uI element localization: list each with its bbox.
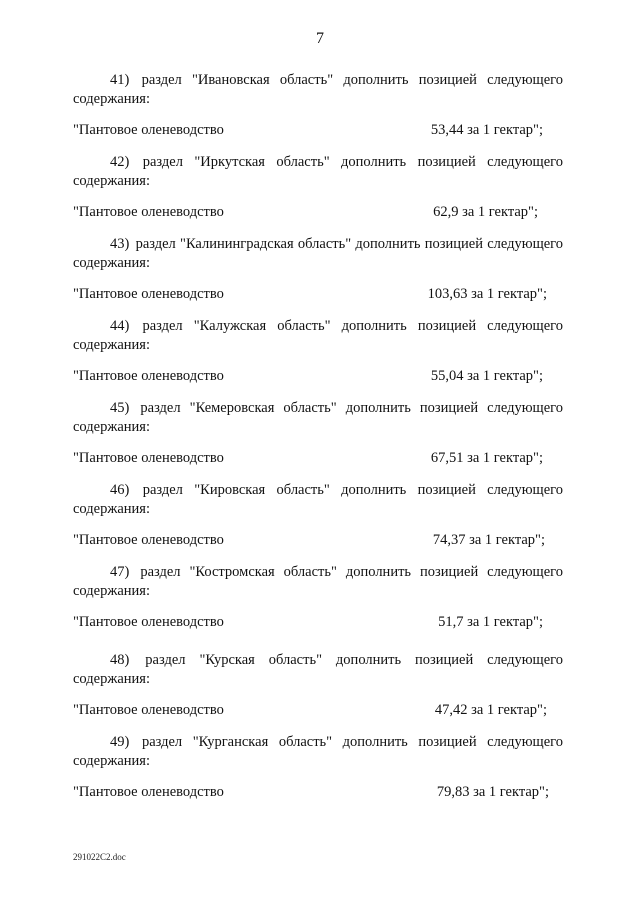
item-number: 44) (110, 318, 130, 334)
entry-rate: 103,63 за 1 гектар"; (427, 286, 547, 302)
item-paragraph (73, 563, 563, 601)
entry-name: "Пантовое оленеводство (73, 614, 224, 630)
list-item (73, 651, 563, 718)
item-text: раздел "Кировская область" дополнить позицией следующего содержания: (73, 482, 563, 517)
item-number: 45) (110, 400, 130, 416)
item-paragraph (73, 733, 563, 771)
item-number: 49) (110, 734, 130, 750)
list-item (73, 481, 563, 548)
item-paragraph (73, 71, 563, 109)
item-number: 43) (110, 236, 130, 252)
list-item (73, 563, 563, 630)
item-paragraph (73, 481, 563, 519)
entry-name: "Пантовое оленеводство (73, 702, 224, 718)
entry-name: "Пантовое оленеводство (73, 368, 224, 384)
entry-rate: 79,83 за 1 гектар"; (436, 784, 549, 800)
item-number: 46) (110, 482, 130, 498)
item-text: раздел "Калужская область" дополнить позицией следующего содержания: (73, 318, 563, 353)
list-item (73, 153, 563, 220)
item-paragraph (73, 399, 563, 437)
entry-name: "Пантовое оленеводство (73, 450, 224, 466)
item-paragraph (73, 153, 563, 191)
list-item (73, 235, 564, 302)
item-number: 48) (110, 652, 130, 668)
entry-rate: 55,04 за 1 гектар"; (430, 368, 543, 384)
item-number: 47) (110, 564, 130, 580)
entry-rate: 67,51 за 1 гектар"; (430, 450, 543, 466)
item-paragraph (73, 317, 563, 355)
page-number: 7 (316, 30, 324, 47)
entry-rate: 74,37 за 1 гектар"; (432, 532, 545, 548)
entry-rate: 47,42 за 1 гектар"; (434, 702, 547, 718)
list-item (73, 317, 563, 384)
entry-name: "Пантовое оленеводство (73, 286, 224, 302)
entry-name: "Пантовое оленеводство (73, 204, 224, 220)
item-text: раздел "Курская область" дополнить позицией следующего содержания: (73, 652, 563, 687)
entry-name: "Пантовое оленеводство (73, 122, 224, 138)
entry-rate: 51,7 за 1 гектар"; (438, 614, 543, 630)
item-text: раздел "Кемеровская область" дополнить позицией следующего содержания: (73, 400, 563, 435)
entry-rate: 53,44 за 1 гектар"; (430, 122, 543, 138)
item-text: раздел "Курганская область" дополнить позицией следующего содержания: (73, 734, 563, 769)
entry-name: "Пантовое оленеводство (73, 784, 224, 800)
item-text: раздел "Костромская область" дополнить позицией следующего содержания: (73, 564, 563, 599)
document-filename: 291022C2.doc (73, 852, 126, 862)
list-item (73, 71, 563, 138)
item-text: раздел "Ивановская область" дополнить позицией следующего содержания: (73, 72, 563, 107)
item-text: раздел "Иркутская область" дополнить позицией следующего содержания: (73, 154, 563, 189)
item-text: раздел "Калининградская область" дополнить позицией следующего содержания: (73, 236, 564, 271)
item-paragraph (73, 235, 563, 273)
list-item (73, 733, 563, 800)
list-item (73, 399, 563, 466)
item-paragraph (73, 651, 563, 689)
item-number: 41) (110, 72, 130, 88)
item-number: 42) (110, 154, 130, 170)
entry-name: "Пантовое оленеводство (73, 532, 224, 548)
entry-rate: 62,9 за 1 гектар"; (433, 204, 538, 220)
